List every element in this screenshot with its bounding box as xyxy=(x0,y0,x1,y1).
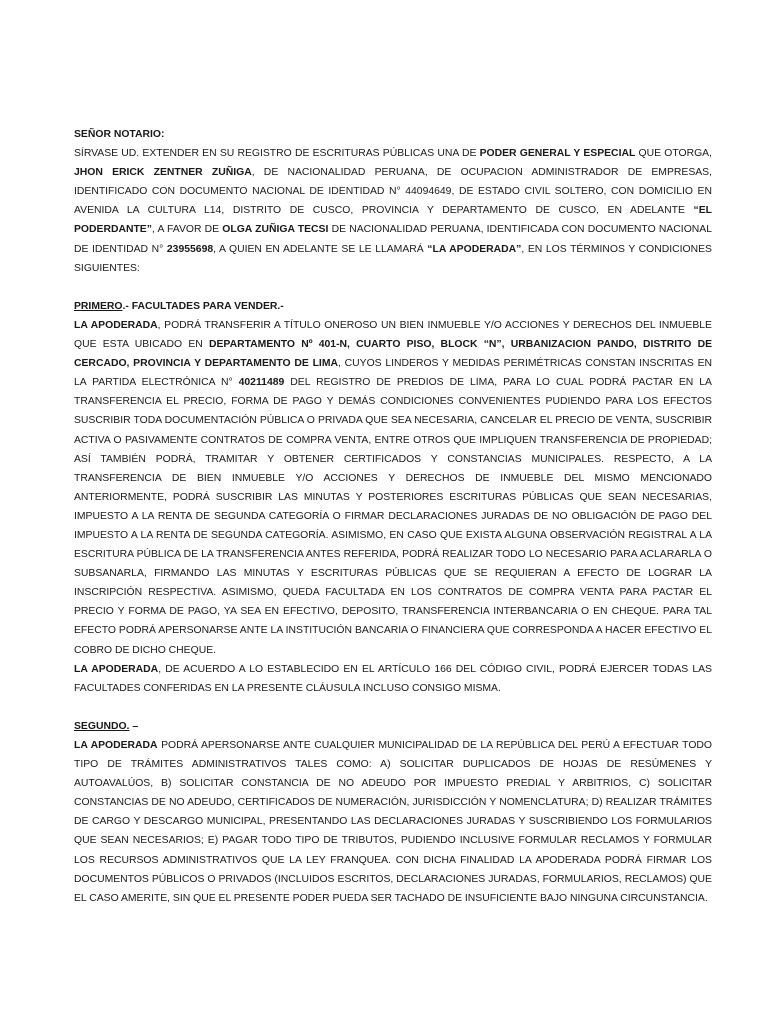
intro-text-7: , A QUIEN EN ADELANTE SE LE LLAMARÁ xyxy=(213,243,428,255)
primero-p1-text-3: DEL REGISTRO DE PREDIOS DE LIMA, PARA LO CUAL PODRÁ PACTAR EN LA TRANSFERENCIA EL PRECIO, FORMA DE PAGO Y DEMÁS CONDICIONES CONVENIENTES PUDIENDO PARA LOS EFECTOS SUSCRIBIR TODA DOCUMENTACIÓN PÚBLICA O PRIVADA QUE SEA NECESARIA, CANCELAR EL PRECIO DE VENTA, SUSCRIBIR ACTIVA O PASIVAMENTE CONTRATOS DE COMPRA VENTA, ENTRE OTROS QUE IMPLIQUEN TRANSFERENCIA DE PROPIEDAD; ASÍ TAMBIÉN PODRÁ, TRAMITAR Y OBTENER CERTIFICADOS Y CONSTANCIAS MUNICIPALES. RESPECTO, A LA TRANSFERENCIA DE BIEN INMUEBLE Y/O ACCIONES Y DERECHOS DE INMUEBLE DEL MISMO MENCIONADO ANTERIORMENTE, PODRÁ SUSCRIBIR LAS MINUTAS Y POSTERIORES ESCRITURAS PÚBLICAS QUE SEAN NECESARIAS, IMPUESTO A LA RENTA DE SEGUNDA CATEGORÍA O FIRMAR DECLARACIONES JURADAS DE NO OBLIGACIÓN DE PAGO DEL IMPUESTO A LA RENTA DE SEGUNDA CATEGORÍA. ASIMISMO, EN CASO QUE EXISTA ALGUNA OBSERVACIÓN REGISTRAL A LA ESCRITURA PÚBLICA DE LA TRANSFERENCIA ANTES REFERIDA, PODRÁ REALIZAR TODO LO NECESARIO PARA ACLARARLA O SUBSANARLA, FIRMANDO LAS MINUTAS Y ESCRITURAS PÚBLICAS QUE SE REQUIERAN A EFECTO DE LOGRAR LA INSCRIPCIÓN RESPECTIVA. ASIMISMO, QUEDA FACULTADA EN LOS CONTRATOS DE COMPRA VENTA PARA PACTAR EL PRECIO Y FORMA DE PAGO, YA SEA EN EFECTIVO, DEPOSITO, TRANSFERENCIA INTERBANCARIA O EN CHEQUE. PARA TAL EFECTO PODRÁ APERSONARSE ANTE LA INSTITUCIÓN BANCARIA O FINANCIERA QUE CORRESPONDA A HACER EFECTIVO EL COBRO DE DICHO CHEQUE. xyxy=(74,377,712,656)
intro-text-2: QUE OTORGA, xyxy=(635,148,712,160)
paragraph-gap xyxy=(74,698,712,717)
attorney-alias: “LA APODERADA” xyxy=(427,243,522,255)
salutation xyxy=(74,125,712,144)
primero-paragraph-2 xyxy=(74,660,712,698)
attorney-name: OLGA ZUÑIGA TECSI xyxy=(222,224,329,236)
segundo-heading xyxy=(74,717,712,736)
primero-p2-subject: LA APODERADA xyxy=(74,663,159,675)
intro-text-6: DE NACIONALIDAD PERUANA, IDENTIFICADA CON DOCUMENTO NACIONAL DE IDENTIDAD N° xyxy=(74,224,712,255)
grantor-dni: 44094649 xyxy=(405,186,452,198)
primero-heading-title: .- FACULTADES PARA VENDER.- xyxy=(122,300,284,312)
document-body xyxy=(74,125,712,908)
primero-p1-text-1: , PODRÁ TRANSFERIR A TÍTULO ONEROSO UN BIEN INMUEBLE Y/O ACCIONES Y DERECHOS DEL INMUEBLE QUE ESTA UBICADO EN xyxy=(74,319,712,351)
intro-text-8: , EN LOS TÉRMINOS Y CONDICIONES SIGUIENTES: xyxy=(74,243,712,274)
property-address: DEPARTAMENTO Nº 401-N, CUARTO PISO, BLOCK “N”, URBANIZACION PANDO, DISTRITO DE CERCADO, PROVINCIA Y DEPARTAMENTO DE LIMA xyxy=(74,339,712,370)
registry-number: 40211489 xyxy=(238,377,285,389)
salutation-text: SEÑOR NOTARIO: xyxy=(74,129,165,140)
intro-text-4: , DE ESTADO CIVIL SOLTERO, CON DOMICILIO EN AVENIDA LA CULTURA L14, DISTRITO DE CUSCO, PROVINCIA Y DEPARTAMENTO DE CUSCO, EN ADELANTE xyxy=(74,186,712,217)
intro-text-1: SÍRVASE UD. EXTENDER EN SU REGISTRO DE ESCRITURAS PÚBLICAS UNA DE xyxy=(74,148,480,160)
intro-text-3: , DE NACIONALIDAD PERUANA, DE OCUPACION ADMINISTRADOR DE EMPRESAS, IDENTIFICADO CON DOCUMENTO NACIONAL DE IDENTIDAD N° xyxy=(74,167,712,198)
segundo-p1-subject: LA APODERADA xyxy=(74,740,158,751)
primero-heading-label: PRIMERO xyxy=(74,300,123,312)
primero-heading xyxy=(74,297,712,316)
segundo-heading-dash: – xyxy=(129,720,139,732)
paragraph-gap xyxy=(74,278,712,297)
primero-p1-subject: LA APODERADA xyxy=(74,319,158,331)
primero-p1-text-2: , CUYOS LINDEROS Y MEDIDAS PERIMÉTRICAS CONSTAN INSCRITAS EN LA PARTIDA ELECTRÓNICA N° xyxy=(74,358,712,389)
grantor-name: JHON ERICK ZENTNER ZUÑIGA xyxy=(74,167,252,179)
intro-text-5: , A FAVOR DE xyxy=(151,224,223,236)
primero-p2-text: , DE ACUERDO A LO ESTABLECIDO EN EL ARTÍCULO 166 DEL CÓDIGO CIVIL, PODRÁ EJERCER TODAS LAS FACULTADES CONFERIDAS EN LA PRESENTE CLÁUSULA INCLUSO CONSIGO MISMA. xyxy=(74,663,712,694)
intro-paragraph xyxy=(74,144,712,278)
segundo-p1-text: PODRÁ APERSONARSE ANTE CUALQUIER MUNICIPALIDAD DE LA REPÚBLICA DEL PERÚ A EFECTUAR TODO TIPO DE TRÁMITES ADMINISTRATIVOS TALES COMO: A) SOLICITAR DUPLICADOS DE HOJAS DE RESÚMENES Y AUTOAVALÚOS, B) SOLICITAR CONSTANCIA DE NO ADEUDO POR IMPUESTO PREDIAL Y ARBITRIOS, C) SOLICITAR CONSTANCIAS DE NO ADEUDO, CERTIFICADOS DE NUMERACIÓN, JURISDICCIÓN Y NOMENCLATURA; D) REALIZAR TRÁMITES DE CARGO Y DESCARGO MUNICIPAL, PRESENTANDO LAS DECLARACIONES JURADAS Y SUSCRIBIENDO LOS FORMULARIOS QUE SEAN NECESARIOS; E) PAGAR TODO TIPO DE TRIBUTOS, PUDIENDO INCLUSIVE FORMULAR RECLAMOS Y FORMULAR LOS RECURSOS ADMINISTRATIVOS QUE LA LEY FRANQUEA. CON DICHA FINALIDAD LA APODERADA PODRÁ FIRMAR LOS DOCUMENTOS PÚBLICOS O PRIVADOS (INCLUIDOS ESCRITOS, DECLARACIONES JURADAS, FORMULARIOS, RECLAMOS) QUE EL CASO AMERITE, SIN QUE EL PRESENTE PODER PUEDA SER TACHADO DE INSUFICIENTE BAJO NINGUNA CIRCUNSTANCIA. xyxy=(74,740,713,904)
primero-paragraph-1 xyxy=(74,316,712,660)
segundo-heading-label: SEGUNDO. xyxy=(74,720,130,732)
power-type: PODER GENERAL Y ESPECIAL xyxy=(479,148,636,160)
grantor-alias: “EL PODERDANTE” xyxy=(74,205,712,236)
attorney-dni: 23955698 xyxy=(166,243,214,255)
segundo-paragraph xyxy=(74,736,712,908)
